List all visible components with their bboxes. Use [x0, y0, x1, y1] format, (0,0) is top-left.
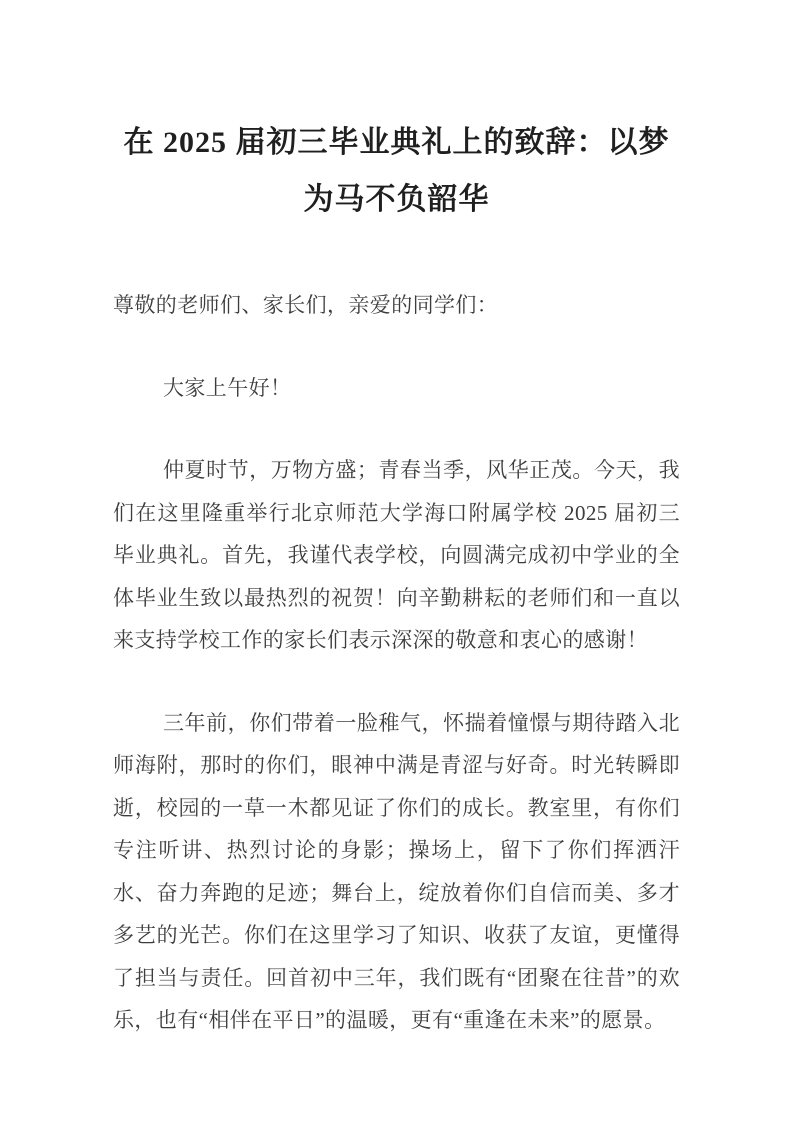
greeting-line: 大家上午好！ — [163, 375, 292, 400]
paragraph-three-years-memories: 三年前，你们带着一脸稚气，怀揣着憧憬与期待踏入北师海附，那时的你们，眼神中满是青涩与好奇。时光转瞬即逝，校园的一草一木都见证了你们的成长。教室里，有你们专注听讲、热烈讨论的身影；操场上，留下了你们挥洒汗水、奋力奔跑的足迹；舞台上，绽放着你们自信而美、多才多艺的光芒。你们在这里学习了知识、收获了友谊，更懂得了担当与责任。回首初中三年，我们既有“团聚在往昔”的欢乐，也有“相伴在平日”的温暖，更有“重逢在未来”的愿景。 — [113, 710, 680, 1032]
paragraph-opening-congratulations: 仲夏时节，万物方盛；青春当季，风华正茂。今天，我们在这里隆重举行北京师范大学海口附属学校 2025 届初三毕业典礼。首先，我谨代表学校，向圆满完成初中学业的全体毕业生致以最热烈的祝贺！向辛勤耕耘的老师们和一直以来支持学校工作的家长们表示深深的敬意和衷心的感谢！ — [113, 458, 680, 652]
document-body — [113, 284, 680, 1042]
salutation-line: 尊敬的老师们、家长们，亲爱的同学们： — [113, 293, 499, 317]
document-title: 在 2025 届初三毕业典礼上的致辞：以梦为马不负韶华 — [123, 126, 670, 216]
